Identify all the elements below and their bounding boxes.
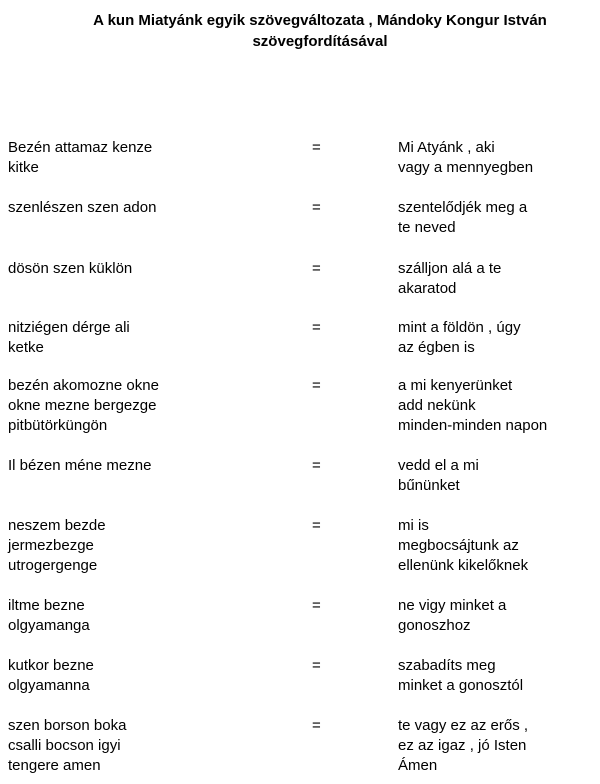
hungarian-text-line: mint a földön , úgy	[398, 319, 521, 336]
hungarian-text-line: Mi Atyánk , aki	[398, 139, 495, 156]
kun-text	[8, 318, 298, 358]
kun-text-line: neszem bezde	[8, 517, 106, 534]
kun-text-line: tengere amen	[8, 757, 101, 774]
kun-text-line: Il bézen méne mezne	[8, 457, 152, 474]
hungarian-text	[398, 138, 598, 178]
hungarian-text-line: a mi kenyerünket	[398, 377, 513, 394]
equals-sign: =	[312, 319, 321, 336]
kun-text-line: jermezbezge	[8, 537, 94, 554]
kun-text-line: szen borson boka	[8, 717, 127, 734]
hungarian-text	[398, 456, 598, 496]
equals-sign: =	[312, 717, 321, 734]
hungarian-text-line: vedd el a mi	[398, 457, 479, 474]
hungarian-text-line: akaratod	[398, 280, 457, 297]
kun-text	[8, 456, 298, 476]
title-line-2: szövegfordításával	[252, 33, 388, 50]
hungarian-text-line: minket a gonosztól	[398, 677, 524, 694]
hungarian-text-line: minden-minden napon	[398, 417, 548, 434]
hungarian-text	[398, 516, 598, 576]
kun-text-line: kitke	[8, 159, 39, 176]
hungarian-text-line: ne vigy minket a	[398, 597, 507, 614]
hungarian-text-line: megbocsájtunk az	[398, 537, 519, 554]
kun-text-line: olgyamanga	[8, 617, 90, 634]
kun-text	[8, 138, 298, 178]
kun-text-line: szenlészen szen adon	[8, 199, 157, 216]
hungarian-text-line: bűnünket	[398, 477, 460, 494]
kun-text	[8, 376, 298, 436]
kun-text	[8, 656, 298, 696]
hungarian-text-line: szentelődjék meg a	[398, 199, 528, 216]
equals-sign: =	[312, 260, 321, 277]
kun-text-line: pitbütörküngön	[8, 417, 108, 434]
kun-text-line: iltme bezne	[8, 597, 85, 614]
kun-text	[8, 716, 298, 776]
hungarian-text-line: vagy a mennyegben	[398, 159, 534, 176]
hungarian-text-line: te vagy ez az erős ,	[398, 717, 529, 734]
hungarian-text	[398, 656, 598, 696]
equals-sign: =	[312, 199, 321, 216]
kun-text-line: nitziégen dérge ali	[8, 319, 130, 336]
kun-text-line: utrogergenge	[8, 557, 98, 574]
kun-text-line: ketke	[8, 339, 44, 356]
hungarian-text-line: mi is	[398, 517, 429, 534]
hungarian-text-line: te neved	[398, 219, 456, 236]
equals-sign: =	[312, 377, 321, 394]
equals-sign: =	[312, 457, 321, 474]
hungarian-text-line: szálljon alá a te	[398, 260, 502, 277]
equals-sign: =	[312, 597, 321, 614]
kun-text	[8, 198, 298, 218]
hungarian-text	[398, 318, 598, 358]
hungarian-text-line: add nekünk	[398, 397, 476, 414]
kun-text	[8, 596, 298, 636]
hungarian-text	[398, 376, 598, 436]
kun-text	[8, 516, 298, 576]
hungarian-text-line: Ámen	[398, 757, 438, 774]
hungarian-text-line: ez az igaz , jó Isten	[398, 737, 527, 754]
document-title	[40, 10, 600, 52]
hungarian-text-line: ellenünk kikelőknek	[398, 557, 529, 574]
equals-sign: =	[312, 517, 321, 534]
hungarian-text	[398, 716, 598, 776]
title-line-1: A kun Miatyánk egyik szövegváltozata , Mándoky Kongur István	[93, 12, 547, 29]
hungarian-text-line: az égben is	[398, 339, 475, 356]
kun-text	[8, 259, 298, 279]
kun-text-line: okne mezne bergezge	[8, 397, 157, 414]
equals-sign: =	[312, 139, 321, 156]
equals-sign: =	[312, 657, 321, 674]
kun-text-line: kutkor bezne	[8, 657, 94, 674]
kun-text-line: bezén akomozne okne	[8, 377, 159, 394]
hungarian-text-line: gonoszhoz	[398, 617, 471, 634]
hungarian-text	[398, 198, 598, 238]
hungarian-text	[398, 259, 598, 299]
hungarian-text-line: szabadíts meg	[398, 657, 496, 674]
kun-text-line: olgyamanna	[8, 677, 90, 694]
kun-text-line: csalli bocson igyi	[8, 737, 121, 754]
kun-text-line: dösön szen küklön	[8, 260, 133, 277]
kun-text-line: Bezén attamaz kenze	[8, 139, 153, 156]
hungarian-text	[398, 596, 598, 636]
